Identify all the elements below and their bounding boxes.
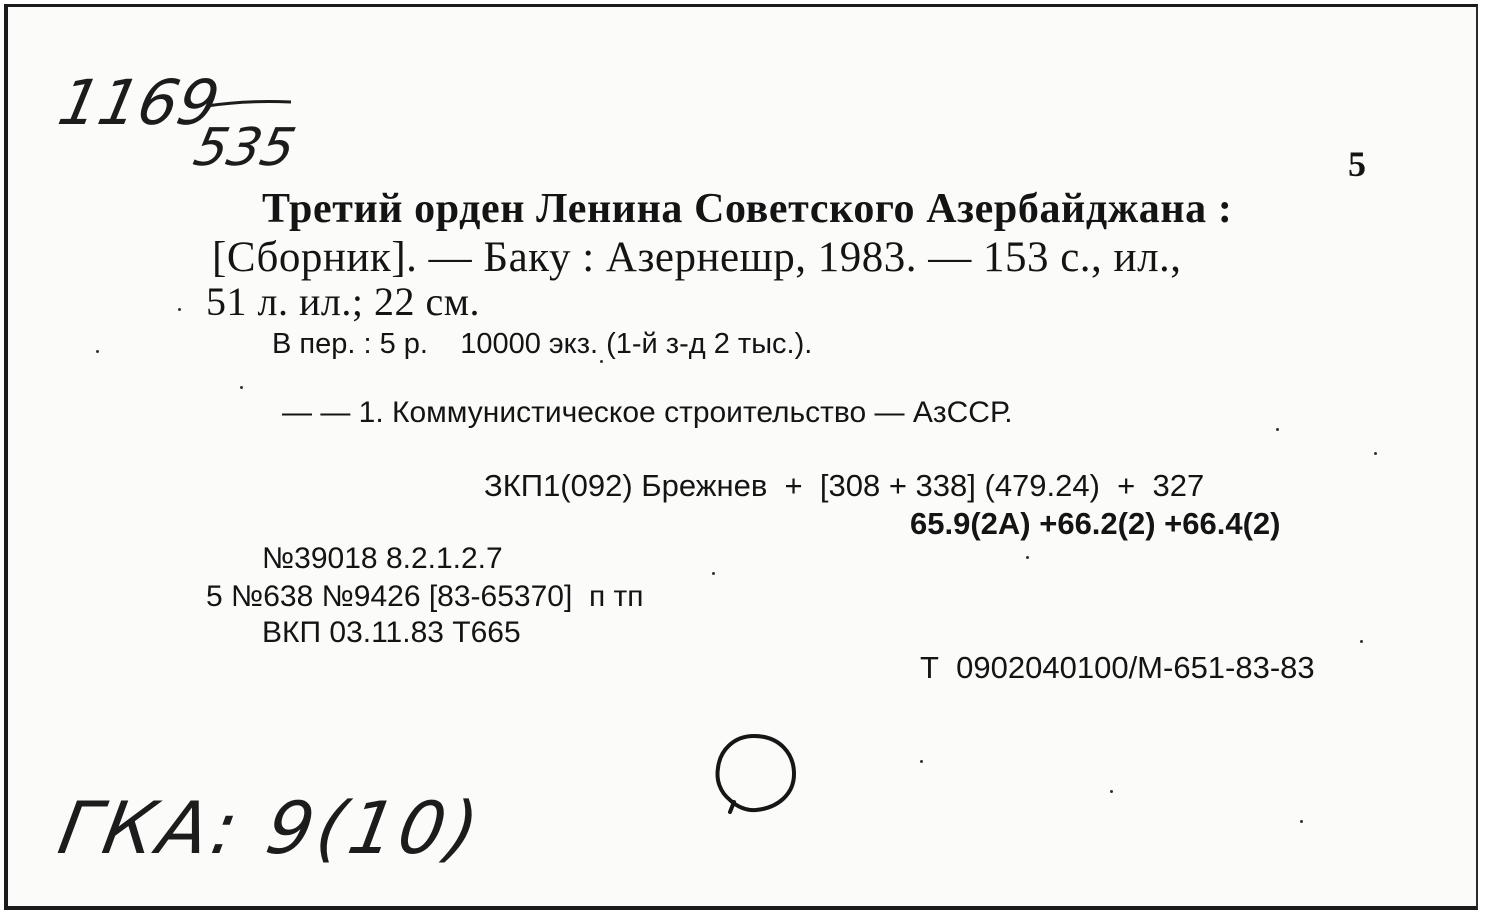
registry-line-1: №39018 8.2.1.2.7 (262, 542, 503, 575)
print-speck (1360, 640, 1363, 643)
price-edition-line: В пер. : 5 р. 10000 экз. (1-й з-д 2 тыс.). (272, 328, 813, 360)
print-speck (1374, 452, 1377, 455)
print-speck (178, 308, 181, 311)
handwritten-fraction-line (205, 98, 295, 110)
title-line-2: [Сборник]. — Баку : Азернешр, 1983. — 153 с., ил., (212, 234, 1182, 281)
print-speck (1026, 556, 1029, 559)
print-speck (1276, 428, 1279, 431)
card-number: 5 (1348, 144, 1366, 184)
classification-line-2: 65.9(2А) +66.2(2) +66.4(2) (910, 506, 1281, 541)
index-code: Т 0902040100/М-651-83-83 (920, 650, 1315, 685)
print-speck (600, 360, 603, 363)
print-speck (1110, 790, 1113, 793)
title-line-1: Третий орден Ленина Советского Азербайджана : (262, 186, 1233, 232)
classification-line-1: ЗКП1(092) Брежнев + [308 + 338] (479.24) + 327 (484, 468, 1205, 503)
print-speck (712, 572, 715, 575)
print-speck (240, 386, 243, 389)
print-speck (920, 760, 923, 763)
print-speck (96, 350, 99, 353)
subject-heading-line: — — 1. Коммунистическое строительство — АзССР. (282, 396, 1013, 429)
handwritten-shelf-code: ГКА: 9(10) (52, 786, 489, 870)
handwritten-catalog-number: 1169 (52, 66, 226, 139)
print-speck (1300, 820, 1303, 823)
registry-line-2: 5 №638 №9426 [83-65370] п тп (206, 580, 644, 613)
registry-line-3: ВКП 03.11.83 Т665 (262, 616, 521, 649)
hand-drawn-circle-mark (710, 730, 798, 816)
handwritten-catalog-subnumber: 535 (188, 118, 301, 178)
title-line-3: 51 л. ил.; 22 см. (206, 279, 481, 324)
